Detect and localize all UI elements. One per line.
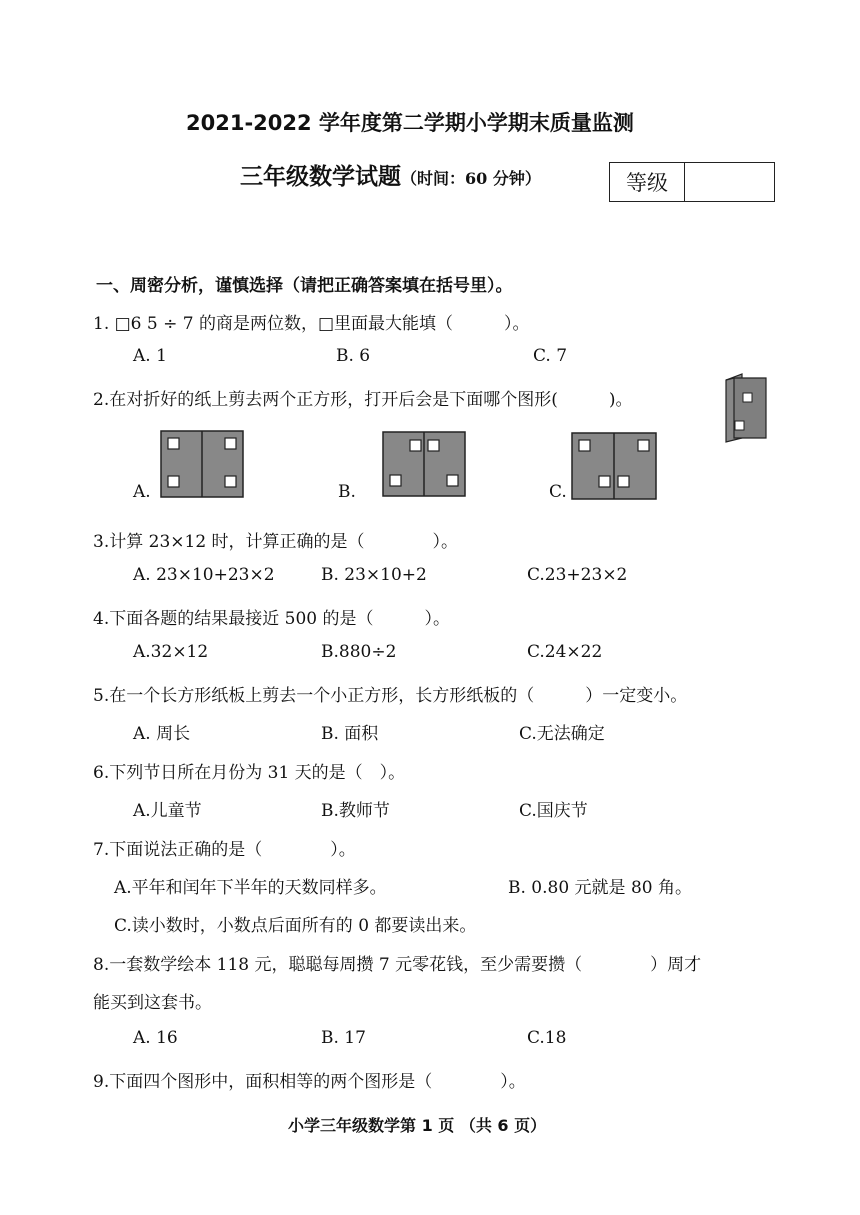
question-8: 8.一套数学绘本 118 元，聪聪每周攒 7 元零花钱，至少需要攒（ ）周才	[93, 955, 702, 975]
q2-figure-a	[160, 430, 244, 498]
q1-option-a: A. 1	[133, 346, 167, 366]
exam-subtitle-line	[240, 158, 541, 191]
folded-paper-figure	[722, 372, 772, 444]
question-7: 7.下面说法正确的是（ ）。	[93, 840, 356, 860]
q3-option-a: A. 23×10+23×2	[133, 565, 275, 585]
q1-option-b: B. 6	[336, 346, 371, 366]
q5-option-b: B. 面积	[321, 724, 379, 744]
grade-box	[609, 162, 775, 202]
exam-subtitle: 三年级数学试题	[240, 164, 401, 190]
question-1: 1. □6 5 ÷ 7 的商是两位数，□里面最大能填（ ）。	[93, 314, 530, 334]
q5-option-c: C.无法确定	[519, 724, 605, 744]
q6-option-a: A.儿童节	[133, 801, 202, 821]
time-note: （时间：60 分钟）	[401, 169, 541, 188]
grade-label: 等级	[610, 163, 685, 201]
q6-option-c: C.国庆节	[519, 801, 588, 821]
page-footer: 小学三年级数学第 1 页 （共 6 页）	[288, 1116, 547, 1135]
q4-option-a: A.32×12	[133, 642, 209, 662]
q7-option-b: B. 0.80 元就是 80 角。	[508, 878, 692, 898]
question-3: 3.计算 23×12 时，计算正确的是（ ）。	[93, 532, 459, 552]
q8-option-b: B. 17	[321, 1028, 366, 1048]
q7-option-c: C.读小数时，小数点后面所有的 0 都要读出来。	[114, 916, 477, 936]
q2-option-b: B.	[338, 482, 356, 502]
q3-option-c: C.23+23×2	[527, 565, 628, 585]
question-4: 4.下面各题的结果最接近 500 的是（ ）。	[93, 609, 450, 629]
question-8-line-2: 能买到这套书。	[93, 993, 212, 1013]
q6-option-b: B.教师节	[321, 801, 390, 821]
exam-title: 2021-2022 学年度第二学期小学期末质量监测	[186, 111, 634, 135]
q3-option-b: B. 23×10+2	[321, 565, 427, 585]
q7-option-a: A.平年和闰年下半年的天数同样多。	[114, 878, 387, 898]
question-5: 5.在一个长方形纸板上剪去一个小正方形，长方形纸板的（ ）一定变小。	[93, 686, 688, 706]
q2-figure-c	[571, 432, 657, 500]
q8-option-a: A. 16	[133, 1028, 178, 1048]
q8-option-c: C.18	[527, 1028, 567, 1048]
question-9: 9.下面四个图形中，面积相等的两个图形是（ ）。	[93, 1072, 526, 1092]
q2-option-c: C.	[549, 482, 567, 502]
grade-field[interactable]	[685, 163, 774, 201]
question-2: 2.在对折好的纸上剪去两个正方形，打开后会是下面哪个图形( )。	[93, 390, 633, 410]
q2-option-a: A.	[133, 482, 151, 502]
q4-option-b: B.880÷2	[321, 642, 397, 662]
q1-option-c: C. 7	[533, 346, 568, 366]
question-6: 6.下列节日所在月份为 31 天的是（ ）。	[93, 763, 406, 783]
q5-option-a: A. 周长	[133, 724, 191, 744]
q2-figure-b	[382, 431, 466, 497]
section-heading: 一、周密分析，谨慎选择（请把正确答案填在括号里）。	[96, 276, 513, 296]
q4-option-c: C.24×22	[527, 642, 603, 662]
